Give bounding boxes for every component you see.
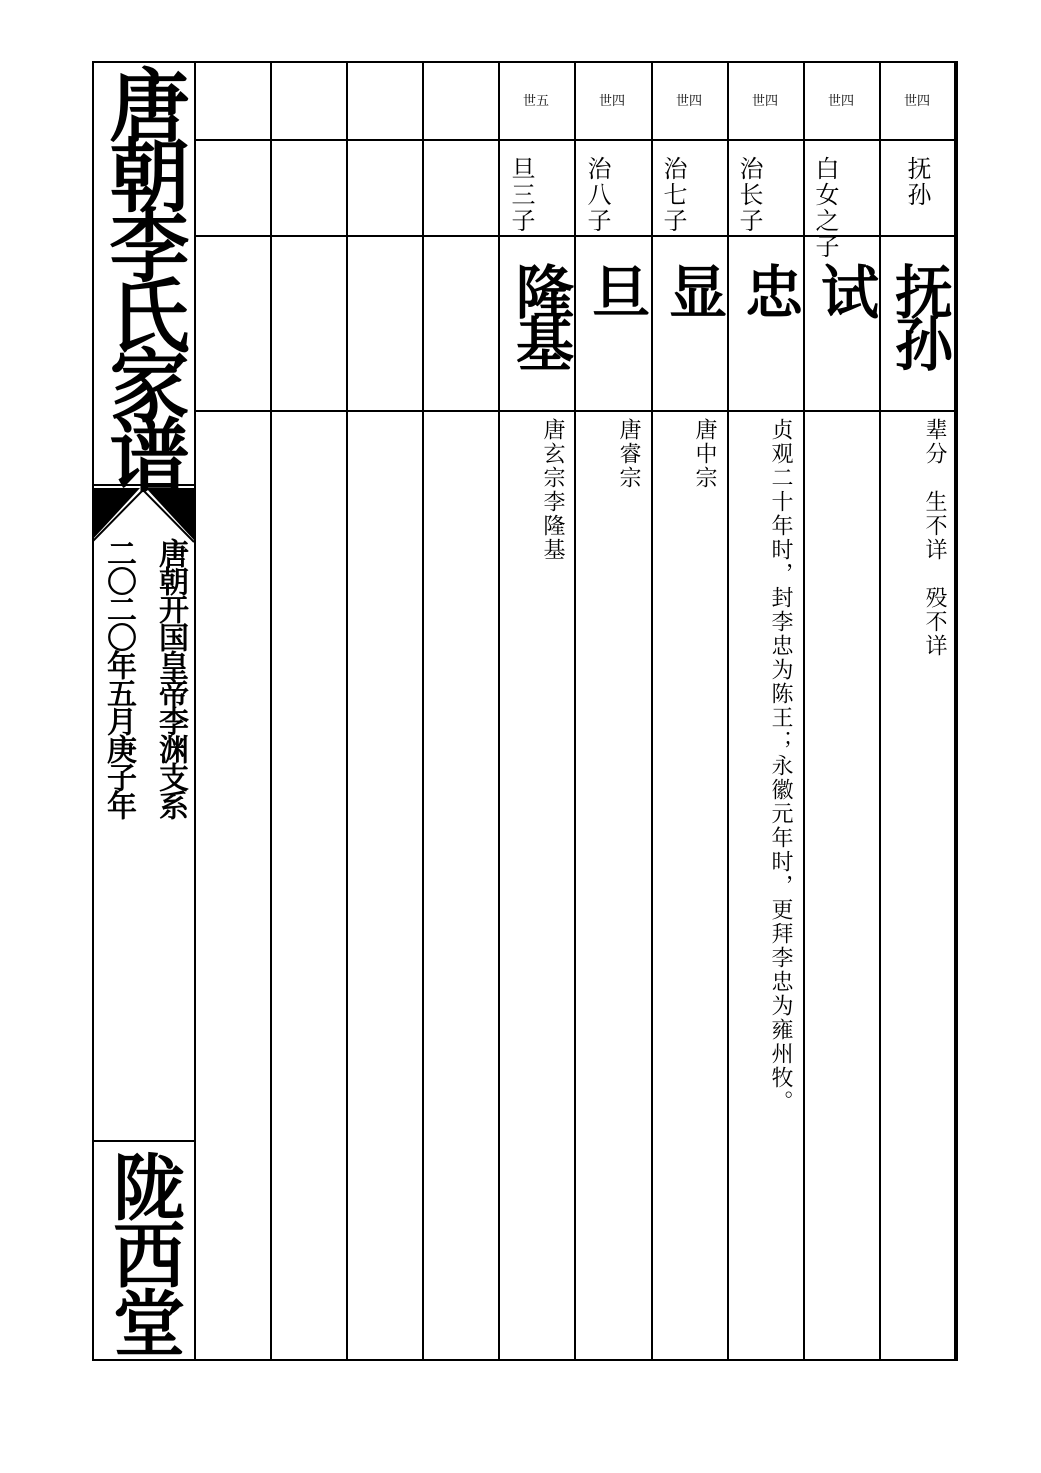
column-divider: [346, 61, 348, 1361]
column-divider: [270, 61, 272, 1361]
relation-label: 治八子: [583, 156, 611, 234]
generation-label: 世五: [522, 94, 549, 109]
column-divider: [954, 61, 956, 1361]
member-name: 旦: [582, 262, 650, 314]
column-divider: [651, 61, 653, 1361]
column-divider: [727, 61, 729, 1361]
generation-label: 世四: [827, 94, 854, 109]
column-divider: [879, 61, 881, 1361]
member-note: 辈分 生不详 殁不详: [922, 418, 947, 658]
member-note: 唐中宗: [692, 418, 717, 490]
member-name: 抚孙: [885, 262, 953, 366]
column-divider: [194, 61, 196, 1361]
member-name: 隆基: [506, 262, 574, 366]
relation-label: 治长子: [735, 156, 763, 234]
page-title: 唐朝李氏家谱: [96, 64, 190, 484]
member-name: 显: [659, 262, 727, 314]
member-name: 试: [811, 262, 879, 314]
generation-label: 世四: [751, 94, 778, 109]
generation-label: 世四: [903, 94, 930, 109]
row-divider: [194, 139, 956, 141]
relation-label: 抚孙: [903, 156, 931, 208]
banner-ornament: [92, 484, 194, 544]
column-divider: [574, 61, 576, 1361]
member-note: 唐睿宗: [616, 418, 641, 490]
relation-label: 旦三子: [507, 156, 535, 234]
row-divider: [194, 410, 956, 412]
hall-name: 陇西堂: [101, 1150, 186, 1354]
generation-label: 世四: [598, 94, 625, 109]
member-note: 唐玄宗李隆基: [540, 418, 565, 562]
column-divider: [422, 61, 424, 1361]
page-subtitle: 唐朝开国皇帝李渊支系: [153, 538, 188, 818]
relation-label: 白女之子: [811, 156, 839, 260]
column-divider: [803, 61, 805, 1361]
generation-label: 世四: [675, 94, 702, 109]
row-divider: [194, 235, 956, 237]
member-name: 忠: [735, 262, 803, 314]
date-line: 二〇二〇年五月庚子年: [101, 538, 136, 818]
hall-divider: [92, 1140, 194, 1142]
member-note: 贞观二十年时，封李忠为陈王；永徽元年时，更拜李忠为雍州牧。: [768, 418, 793, 1114]
column-divider: [498, 61, 500, 1361]
relation-label: 治七子: [659, 156, 687, 234]
